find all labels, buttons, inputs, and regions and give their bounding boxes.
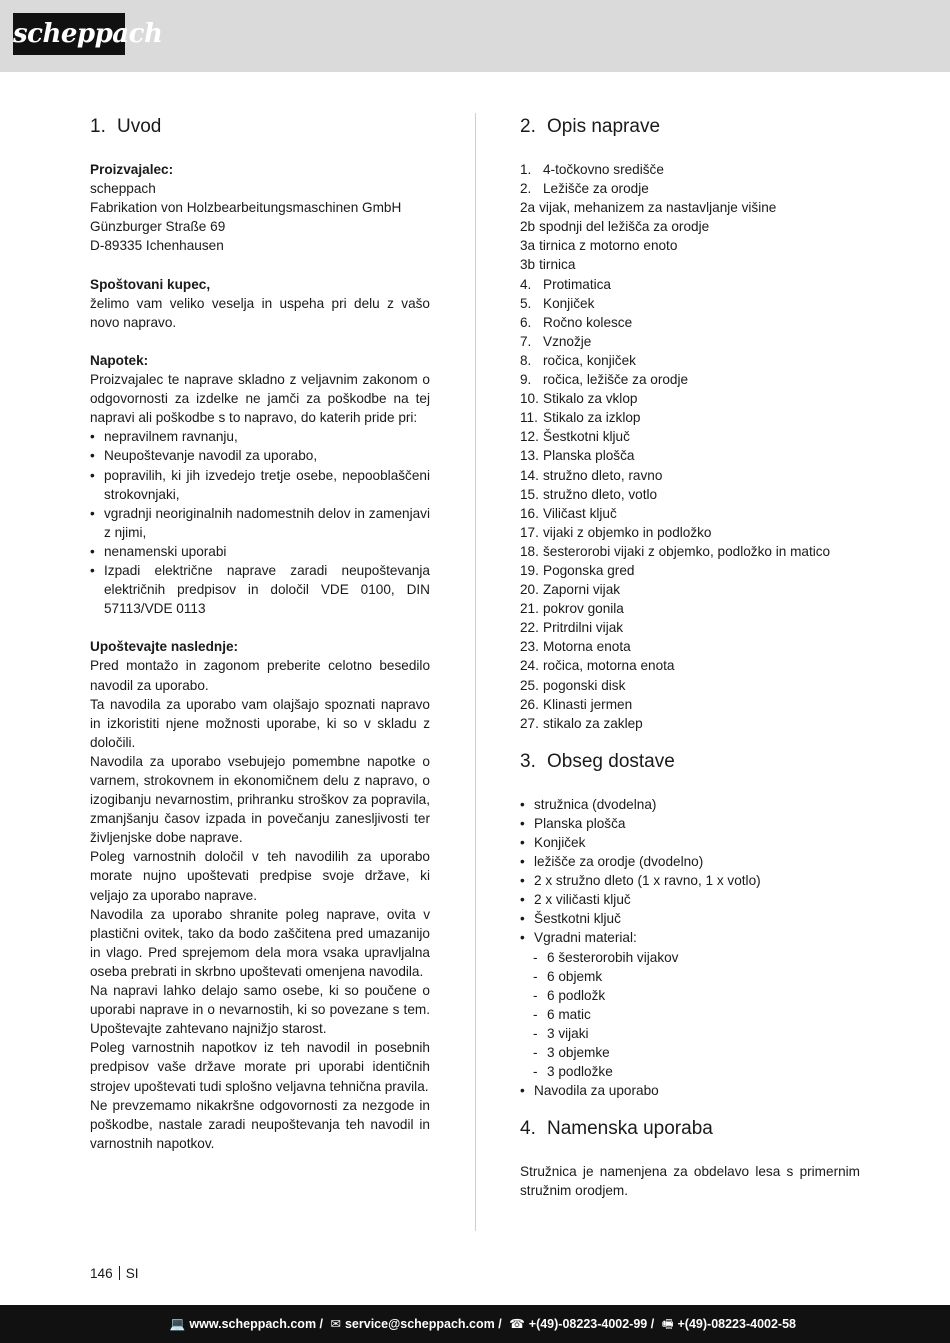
part-label: Zaporni vijak — [543, 582, 621, 598]
part-item — [520, 542, 860, 561]
section-2-heading — [520, 114, 860, 140]
manufacturer-line: Günzburger Straße 69 — [90, 219, 226, 235]
envelope-icon: ✉ — [330, 1317, 341, 1331]
intended-use-text: Stružnica je namenjena za obdelavo lesa s primernim stružnim orodjem. — [520, 1164, 860, 1199]
page-number-value: 146 — [90, 1266, 113, 1281]
part-label: Vznožje — [543, 333, 592, 349]
part-number: 6. — [520, 314, 532, 330]
list-item: • nenamenski uporabi — [90, 542, 430, 561]
scheppach-logo: scheppach — [13, 13, 125, 55]
part-label: Pogonska gred — [543, 562, 635, 578]
footer-phone: +(49)-08223-4002-99 / — [528, 1317, 655, 1331]
section-title: Namenska uporaba — [547, 1118, 713, 1140]
list-item: • Konjiček — [520, 833, 860, 852]
part-label: tirnica — [539, 257, 576, 273]
part-number: 18. — [520, 543, 539, 559]
part-item — [520, 485, 860, 504]
part-label: vijaki z objemko in podložko — [543, 524, 712, 540]
part-number: 10. — [520, 391, 539, 407]
footer-bar — [0, 1305, 950, 1343]
part-item — [520, 389, 860, 408]
part-item — [520, 561, 860, 580]
paragraph: Navodila za uporabo shranite poleg naprave, ovita v plastični ovitek, tako da bodo zaščitena pred umazanijo in vlago. Pred sprejemom dela mora vsaka upravljalna oseba prebrati in skrbno upoštevati omenjena navodila. — [90, 906, 430, 979]
part-number: 3b — [520, 257, 536, 273]
fax-icon: 🖷 — [661, 1317, 674, 1331]
part-label: stružno dleto, ravno — [543, 467, 663, 483]
list-item: • ležišče za orodje (dvodelno) — [520, 852, 860, 871]
list-item: - 3 podložke — [520, 1062, 860, 1081]
section-number: 1. — [90, 116, 106, 137]
part-number: 11. — [520, 410, 538, 426]
part-item — [520, 160, 860, 179]
part-number: 1. — [520, 162, 532, 177]
part-item — [520, 580, 860, 599]
part-number: 8. — [520, 352, 532, 368]
part-item — [520, 236, 860, 255]
greeting-text: želimo vam veliko veselja in uspeha pri delu z vašo novo napravo. — [90, 295, 430, 330]
part-number: 25. — [520, 677, 539, 693]
list-item: • Izpadi električne naprave zaradi neupoštevanja električnih predpisov in določil VDE 0100, DIN 57113/VDE 0113 — [90, 561, 430, 618]
list-item: - 6 podložk — [520, 986, 860, 1005]
part-label: Planska plošča — [543, 448, 635, 464]
part-number: 7. — [520, 333, 532, 349]
left-column — [90, 114, 430, 1153]
part-number: 20. — [520, 582, 539, 598]
part-number: 2a — [520, 200, 536, 216]
part-number: 4. — [520, 276, 532, 292]
list-item: • popravilih, ki jih izvedejo tretje osebe, nepooblaščeni strokovnjaki, — [90, 466, 430, 504]
part-label: Klinasti jermen — [543, 696, 633, 712]
part-label: ročica, ležišče za orodje — [543, 372, 689, 388]
right-column — [520, 114, 860, 1201]
parts-list — [520, 160, 860, 733]
part-number: 2b — [520, 219, 536, 235]
part-label: Viličast ključ — [543, 505, 617, 521]
part-number: 9. — [520, 372, 532, 388]
part-label: spodnji del ležišča za orodje — [539, 219, 710, 235]
part-label: šesterorobi vijaki z objemko, podložko in matico — [543, 543, 831, 559]
part-item — [520, 351, 860, 370]
part-label: tirnica z motorno enoto — [539, 238, 678, 254]
paragraph: Navodila za uporabo vsebujejo pomembne napotke o varnem, strokovnem in ekonomičnem delu z napravo, o izogibanju nevarnostim, prihranku stroškov za popravila, zmanjšanju časov izpada in povečanju zanesljivosti ter življenjske dobe naprave. — [90, 753, 430, 846]
section-number: 4. — [520, 1118, 536, 1140]
part-item — [520, 275, 860, 294]
list-item: • stružnica (dvodelna) — [520, 795, 860, 814]
part-item — [520, 198, 860, 217]
part-item — [520, 446, 860, 465]
part-number: 16. — [520, 505, 539, 521]
part-item — [520, 294, 860, 313]
part-item — [520, 637, 860, 656]
part-label: Protimatica — [543, 276, 611, 292]
part-label: stikalo za zaklep — [543, 715, 643, 731]
part-label: 4-točkovno središče — [543, 162, 664, 177]
part-number: 15. — [520, 486, 539, 502]
list-item: - 6 šesterorobih vijakov — [520, 948, 860, 967]
note-label: Napotek: — [90, 352, 149, 368]
part-item — [520, 255, 860, 274]
paragraph: Poleg varnostnih napotkov iz teh navodil in posebnih predpisov vaše države morate pri uporabi identičnih strojev upoštevati tudi splošno veljavna tehnična pravila. — [90, 1040, 430, 1094]
section-4-heading — [520, 1116, 860, 1142]
part-label: Pritrdilni vijak — [543, 620, 624, 636]
list-item: • Navodila za uporabo — [520, 1081, 860, 1100]
part-number: 14. — [520, 467, 539, 483]
part-label: ročica, motorna enota — [543, 658, 675, 674]
part-item — [520, 313, 860, 332]
section-number: 3. — [520, 750, 536, 772]
footer-web-link[interactable]: www.scheppach.com / — [189, 1317, 324, 1331]
note-text: Proizvajalec te naprave skladno z veljavnim zakonom o odgovornosti za izdelke ne jamči za poškodbe na tej napravi ali poškodbe s to napravo, do katerih pride pri: — [90, 372, 430, 426]
footer-fax: +(49)-08223-4002-58 — [677, 1317, 796, 1331]
part-label: Konjiček — [543, 295, 595, 311]
part-number: 26. — [520, 696, 539, 712]
part-number: 27. — [520, 715, 539, 731]
part-number: 13. — [520, 448, 539, 464]
part-number: 5. — [520, 295, 532, 311]
part-item — [520, 217, 860, 236]
delivery-list — [520, 1081, 860, 1100]
list-item: - 6 matic — [520, 1005, 860, 1024]
part-label: Ročno kolesce — [543, 314, 633, 330]
list-item: • 2 x stružno dleto (1 x ravno, 1 x votlo) — [520, 871, 860, 890]
part-number: 17. — [520, 524, 539, 540]
column-divider — [475, 113, 476, 1231]
list-item: - 6 objemk — [520, 967, 860, 986]
part-item — [520, 179, 860, 198]
part-number: 24. — [520, 658, 539, 674]
part-label: Ležišče za orodje — [543, 181, 649, 197]
note-list — [90, 427, 430, 618]
part-item — [520, 618, 860, 637]
list-item: • 2 x viličasti ključ — [520, 890, 860, 909]
paragraph: Na napravi lahko delajo samo osebe, ki so poučene o uporabi naprave in o nevarnostih, ki so povezane s tem. Upoštevajte zahtevano najnižjo starost. — [90, 983, 430, 1037]
part-label: vijak, mehanizem za nastavljanje višine — [539, 200, 777, 216]
part-label: ročica, konjiček — [543, 352, 636, 368]
part-item — [520, 466, 860, 485]
paragraph: Ta navodila za uporabo vam olajšajo spoznati napravo in izkoristiti njene možnosti uporabe, ki so v skladu z določili. — [90, 696, 430, 750]
manufacturer-line: scheppach — [90, 181, 156, 197]
part-item — [520, 714, 860, 733]
part-label: stružno dleto, votlo — [543, 486, 658, 502]
part-item — [520, 427, 860, 446]
manufacturer-line: D-89335 Ichenhausen — [90, 238, 224, 254]
manufacturer-label: Proizvajalec: — [90, 162, 174, 177]
section-title: Opis naprave — [547, 116, 661, 137]
greeting-label: Spoštovani kupec, — [90, 276, 211, 292]
list-item: • nepravilnem ravnanju, — [90, 427, 430, 446]
section-title: Uvod — [117, 116, 162, 137]
part-label: pogonski disk — [543, 677, 626, 693]
manufacturer-line: Fabrikation von Holzbearbeitungsmaschinen GmbH — [90, 200, 402, 216]
part-item — [520, 695, 860, 714]
part-label: Motorna enota — [543, 639, 631, 655]
part-number: 21. — [520, 601, 539, 617]
part-item — [520, 370, 860, 389]
list-item: - 3 vijaki — [520, 1024, 860, 1043]
part-number: 19. — [520, 562, 539, 578]
part-label: pokrov gonila — [543, 601, 624, 617]
part-item — [520, 676, 860, 695]
section-number: 2. — [520, 116, 536, 137]
delivery-list — [520, 795, 860, 948]
part-label: Stikalo za izklop — [543, 410, 641, 426]
paragraph: Pred montažo in zagonom preberite celotno besedilo navodil za uporabo. — [90, 658, 430, 693]
part-label: Stikalo za vklop — [543, 391, 638, 407]
mounting-material-list — [520, 948, 860, 1082]
part-number: 22. — [520, 620, 539, 636]
footer-email-link[interactable]: service@scheppach.com / — [344, 1317, 502, 1331]
part-item — [520, 408, 860, 427]
laptop-icon: 💻 — [169, 1317, 186, 1331]
header-bar — [0, 0, 950, 72]
part-item — [520, 523, 860, 542]
part-number: 2. — [520, 181, 532, 197]
section-title: Obseg dostave — [547, 750, 675, 772]
footer-contact — [170, 1305, 796, 1343]
observe-label: Upoštevajte naslednje: — [90, 639, 239, 655]
part-number: 3a — [520, 238, 536, 254]
part-item — [520, 599, 860, 618]
part-item — [520, 332, 860, 351]
part-item — [520, 504, 860, 523]
list-item: • Planska plošča — [520, 814, 860, 833]
list-item: • vgradnji neoriginalnih nadomestnih delov in zamenjavi z njimi, — [90, 504, 430, 542]
phone-icon: ☎ — [509, 1317, 525, 1331]
part-number: 23. — [520, 639, 539, 655]
paragraph: Poleg varnostnih določil v teh navodilih za uporabo morate nujno upoštevati predpise svoje države, ki veljajo za uporabo naprave. — [90, 849, 430, 903]
list-item: • Neupoštevanje navodil za uporabo, — [90, 446, 430, 465]
section-3-heading — [520, 749, 860, 775]
part-label: Šestkotni ključ — [543, 429, 630, 445]
list-item: • Vgradni material: — [520, 928, 860, 947]
list-item: • Šestkotni ključ — [520, 909, 860, 928]
paragraph: Ne prevzemamo nikakršne odgovornosti za nezgode in poškodbe, nastale zaradi neupoštevanja teh navodil in varnostnih napotkov. — [90, 1097, 430, 1151]
part-item — [520, 656, 860, 675]
part-number: 12. — [520, 429, 539, 445]
page-number — [90, 1265, 139, 1283]
section-1-heading — [90, 114, 430, 140]
language-code: SI — [125, 1266, 139, 1281]
list-item: - 3 objemke — [520, 1043, 860, 1062]
